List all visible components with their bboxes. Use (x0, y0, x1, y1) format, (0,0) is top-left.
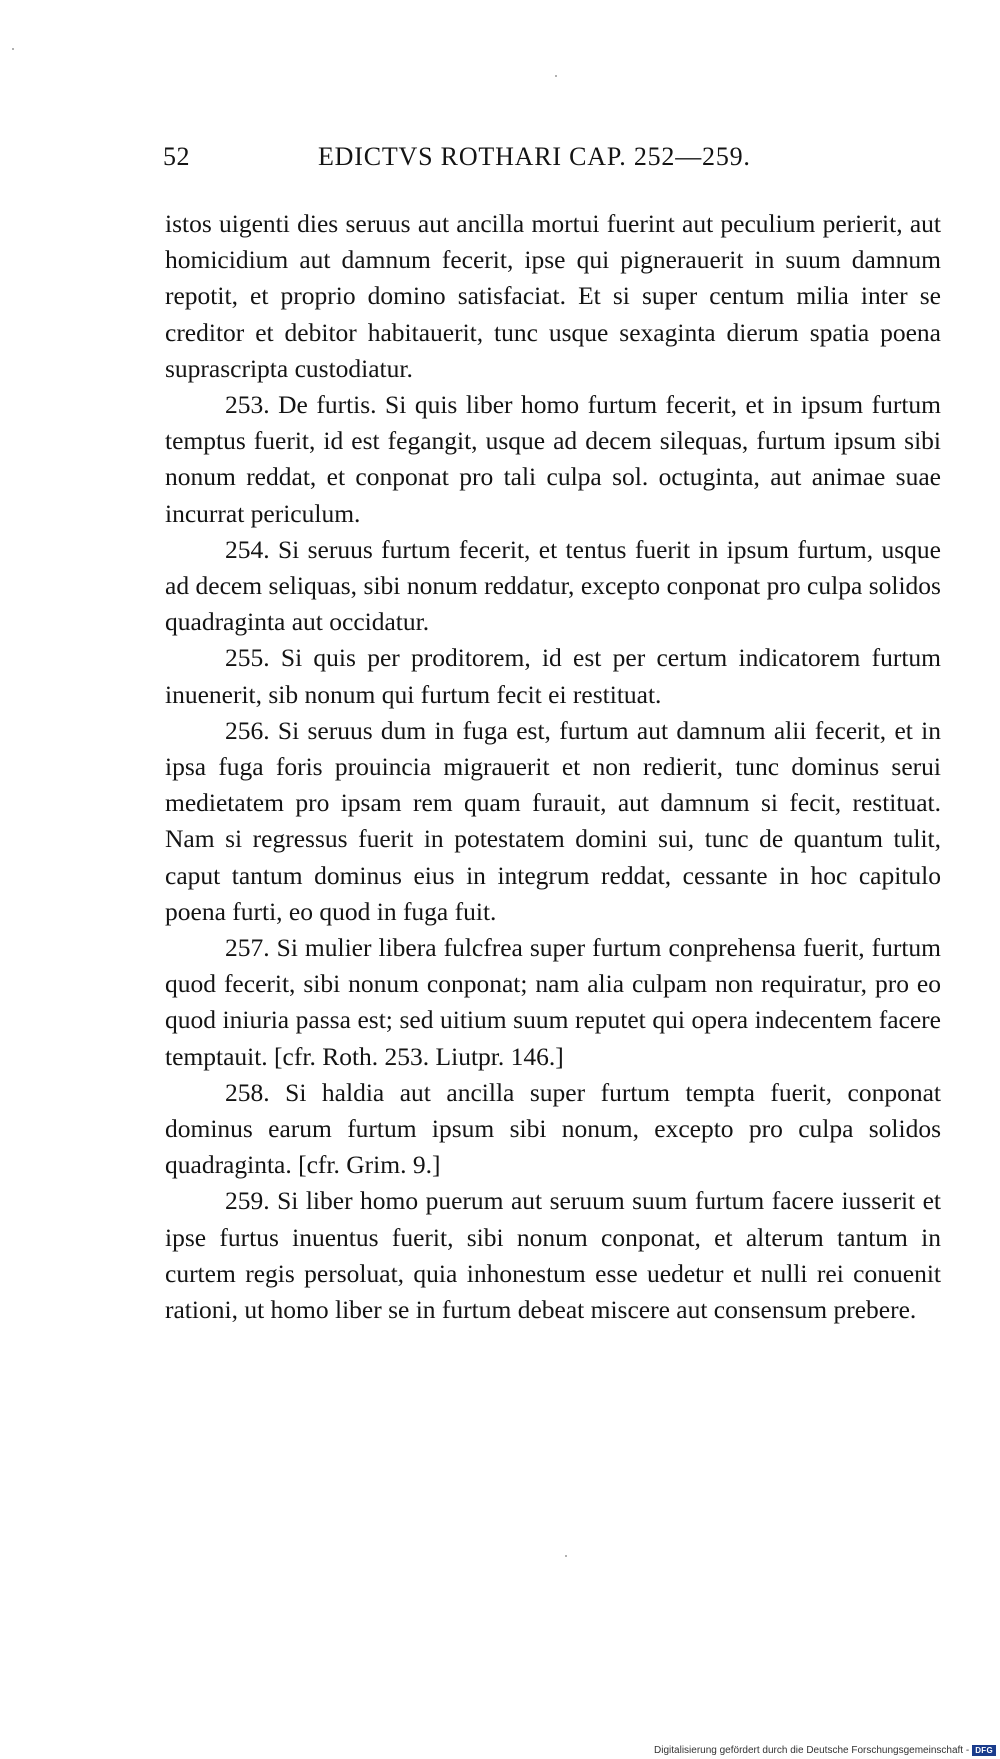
paper-speck (565, 1555, 567, 1557)
paragraph-chapter-257: 257. Si mulier libera fulcfrea super furtum conprehensa fuerit, furtum quod fecerit, sibi nonum conponat; nam alia culpam non requiratur, pro eo quod iniuria passa est; sed uitium suum reputet qui opera indecentem facere temptauit. [cfr. Roth. 253. Liutpr. 146.] (165, 933, 941, 1071)
paragraph-chapter-254: 254. Si seruus furtum fecerit, et tentus fuerit in ipsum furtum, usque ad decem seliquas, sibi nonum reddatur, excepto conponat pro culpa solidos quadraginta aut occidatur. (165, 534, 941, 637)
page-number: 52 (163, 142, 190, 171)
paragraph-chapter-256: 256. Si seruus dum in fuga est, furtum aut damnum alii fecerit, et in ipsa fuga foris prouincia migrauerit et non redierit, tunc dominus serui medietatem pro ipsam rem quam furauit, aut damnum si fecit, restituat. Nam si regressus fuerit in potestatem domini sui, tunc de quantum tulit, caput tantum dominus eius in integrum reddat, cessante in hoc capitulo poena furti, eo quod in fuga fuit. (165, 715, 941, 926)
page-header (0, 142, 1000, 182)
body-text (165, 206, 941, 1328)
paragraph-chapter-259: 259. Si liber homo puerum aut seruum suum furtum facere iusserit et ipse furtus inuentus fuerit, sibi nonum conponat, et alterum tantum in curtem regis persoluat, quia inhonestum esse uedetur et nulli rei conuenit rationi, ut homo liber se in furtum debeat miscere aut consensum prebere. (165, 1186, 941, 1325)
paper-speck (555, 75, 557, 77)
digitization-credit (654, 1745, 996, 1756)
running-title: EDICTVS ROTHARI CAP. 252—259. (318, 142, 751, 171)
paper-speck (12, 48, 14, 50)
credit-text: Digitalisierung gefördert durch die Deutsche Forschungsgemeinschaft - (654, 1745, 970, 1756)
paragraph-chapter-258: 258. Si haldia aut ancilla super furtum tempta fuerit, conponat dominus earum furtum ipsum sibi nonum, excepto pro culpa solidos quadraginta. [cfr. Grim. 9.] (165, 1077, 941, 1180)
paragraph-chapter-253: 253. De furtis. Si quis liber homo furtum fecerit, et in ipsum furtum temptus fuerit, id est fegangit, usque ad decem silequas, furtum ipsum sibi nonum reddat, et conponat pro tali culpa sol. octuginta, aut animae suae incurrat periculum. (165, 390, 941, 528)
dfg-logo-icon: DFG (972, 1745, 996, 1756)
paragraph-continuation: istos uigenti dies seruus aut ancilla mortui fuerint aut peculium perierit, aut homicidium aut damnum fecerit, ipse qui pignerauerit in suum damnum repotit, et proprio domino satisfaciat. Et si super centum milia inter se creditor et debitor habitauerit, tunc usque sexaginta dierum spatia poena suprascripta custodiatur. (165, 209, 941, 383)
paragraph-chapter-255: 255. Si quis per proditorem, id est per certum indicatorem furtum inuenerit, sib nonum qui furtum fecit ei restituat. (165, 643, 941, 709)
